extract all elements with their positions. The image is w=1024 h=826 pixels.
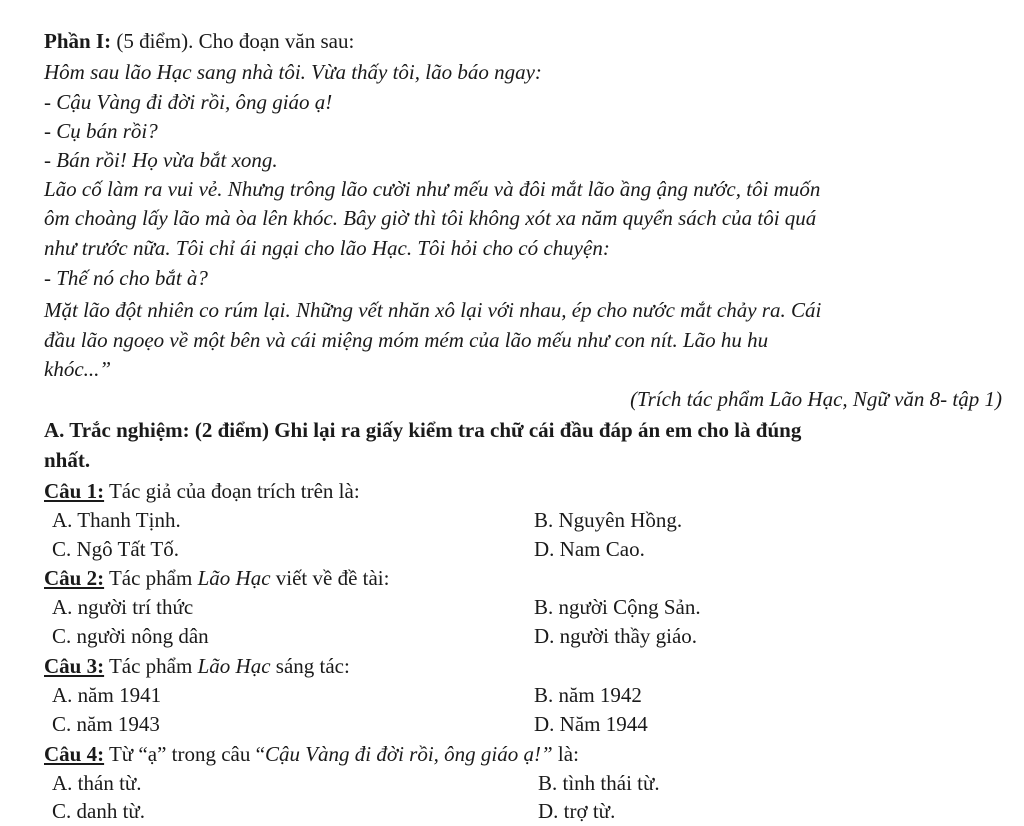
q3-option-a: A. năm 1941 [52,683,162,707]
passage-line: - Thế nó cho bắt à? [44,266,208,290]
passage-line: ôm choàng lấy lão mà òa lên khóc. Bây giờ thì tôi không xót xa năm quyển sách của tôi quá [44,206,817,230]
question-label: Câu 2: [44,566,105,590]
citation: (Trích tác phẩm Lão Hạc, Ngữ văn 8- tập 1) [630,387,1002,411]
q4-option-b: B. tình thái từ. [538,771,660,795]
q3-option-d: D. Năm 1944 [534,712,648,736]
passage-line: Hôm sau lão Hạc sang nhà tôi. Vừa thấy tôi, lão báo ngay: [44,60,542,84]
q4-option-c: C. danh từ. [52,799,146,823]
q2-option-a: A. người trí thức [52,595,194,619]
passage-line: Mặt lão đột nhiên co rúm lại. Những vết nhăn xô lại với nhau, ép cho nước mắt chảy ra. Cái [44,298,822,322]
passage-line: - Bán rồi! Họ vừa bắt xong. [44,148,278,172]
question-3 [44,653,350,679]
question-text-italic: Lão Hạc [197,654,271,678]
passage-line: khóc...” [44,357,112,381]
q1-option-a: A. Thanh Tịnh. [52,508,181,532]
q2-option-b: B. người Cộng Sản. [534,595,701,619]
q4-option-d: D. trợ từ. [538,799,616,823]
question-text-italic: Cậu Vàng đi đời rồi, ông giáo ạ!” [264,742,553,766]
question-text: Từ “ạ” trong câu “ [104,742,265,766]
q1-option-d: D. Nam Cao. [534,537,645,561]
section-heading [44,28,354,54]
question-label: Câu 3: [44,654,105,678]
q3-option-b: B. năm 1942 [534,683,642,707]
passage-line: Lão cố làm ra vui vẻ. Nhưng trông lão cười như mếu và đôi mắt lão ầng ậng nước, tôi muốn [44,177,821,201]
question-text-italic: Lão Hạc [197,566,271,590]
q2-option-c: C. người nông dân [52,624,209,648]
part-a-heading-cont: nhất. [44,448,91,472]
part-a-heading: A. Trắc nghiệm: (2 điểm) Ghi lại ra giấy kiểm tra chữ cái đầu đáp án em cho là đúng [44,418,802,442]
passage-line: như trước nữa. Tôi chỉ ái ngại cho lão Hạc. Tôi hỏi cho có chuyện: [44,236,610,260]
question-text: Tác giả của đoạn trích trên là: [104,479,360,503]
question-text-end: sáng tác: [270,654,350,678]
question-2 [44,565,389,591]
section-label: Phần I: [44,29,112,53]
q4-option-a: A. thán từ. [52,771,142,795]
question-label: Câu 1: [44,479,105,503]
question-4 [44,741,579,767]
passage-line: đầu lão ngoẹo về một bên và cái miệng móm mém của lão mếu như con nít. Lão hu hu [44,328,769,352]
passage-line: - Cụ bán rồi? [44,119,158,143]
q2-option-d: D. người thầy giáo. [534,624,698,648]
question-text: Tác phẩm [104,654,198,678]
question-text-end: viết về đề tài: [270,566,390,590]
q1-option-b: B. Nguyên Hồng. [534,508,683,532]
question-text: Tác phẩm [104,566,198,590]
section-instruction: (5 điểm). Cho đoạn văn sau: [111,29,355,53]
q3-option-c: C. năm 1943 [52,712,160,736]
question-text-end: là: [552,742,579,766]
question-1 [44,478,360,504]
passage-line: - Cậu Vàng đi đời rồi, ông giáo ạ! [44,90,333,114]
q1-option-c: C. Ngô Tất Tố. [52,537,179,561]
question-label: Câu 4: [44,742,105,766]
